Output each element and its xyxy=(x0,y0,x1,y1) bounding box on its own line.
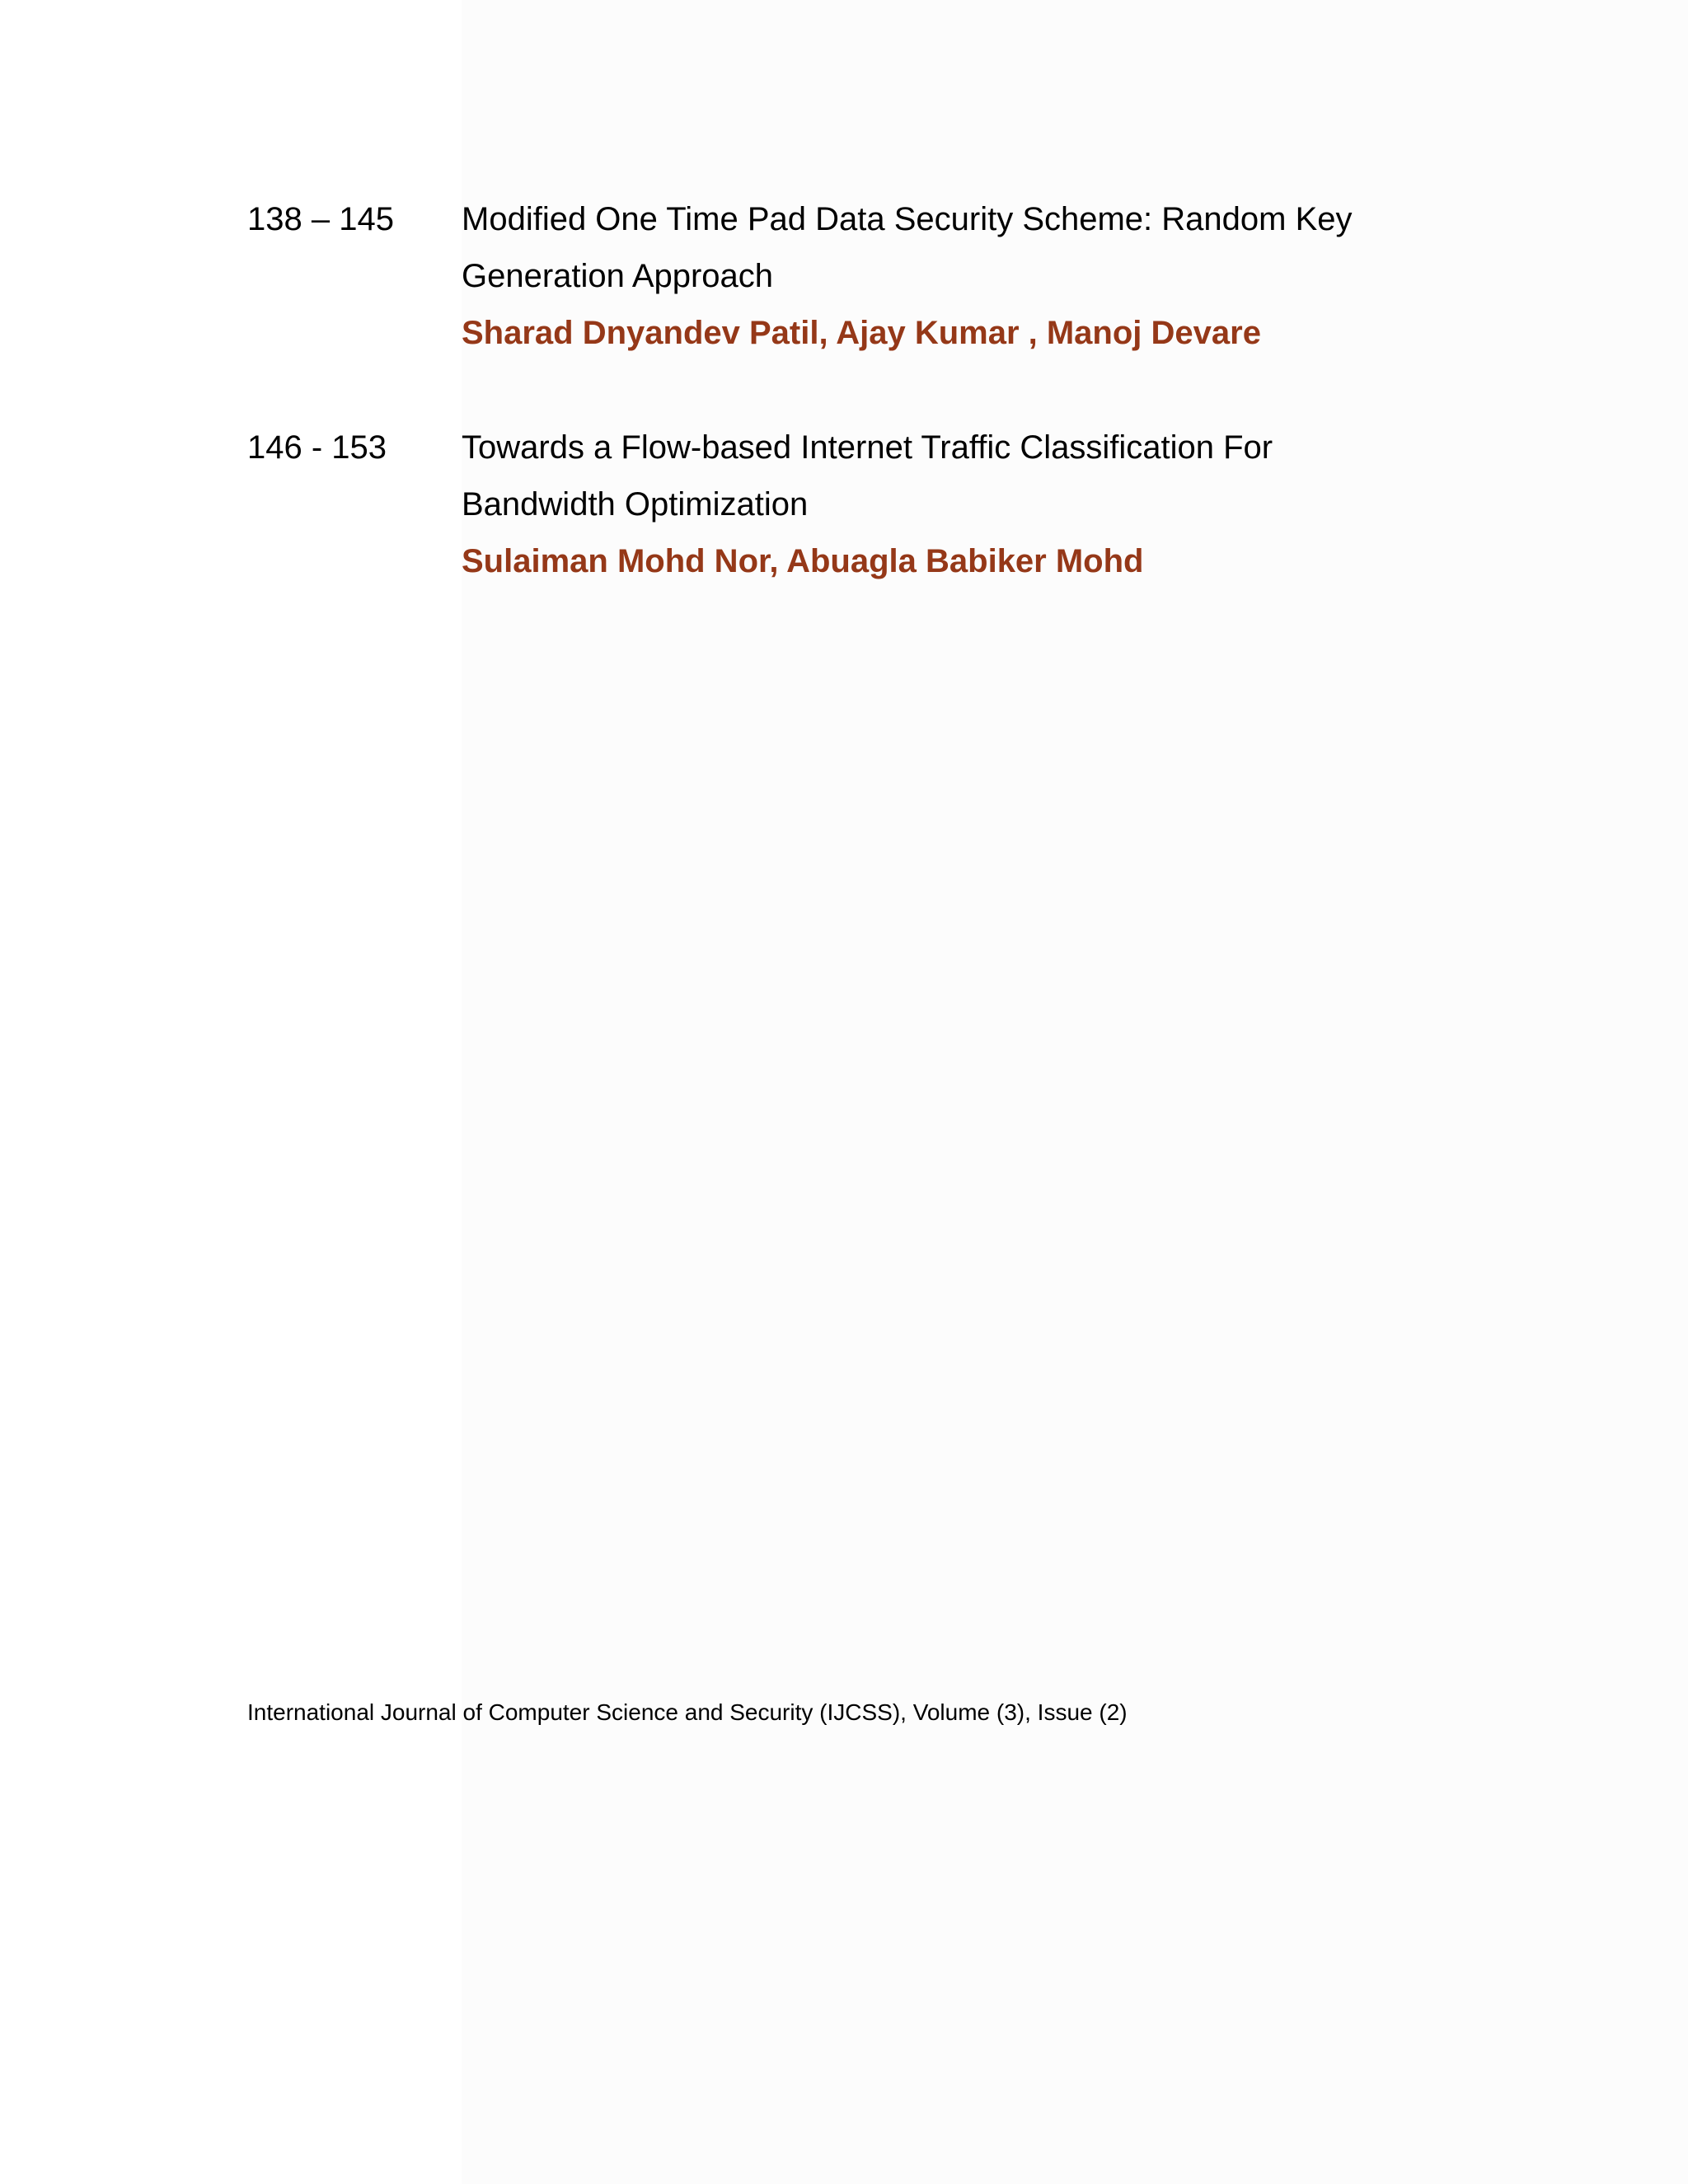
article-title-line: Generation Approach xyxy=(462,258,774,294)
page-range: 146 - 153 xyxy=(247,429,387,466)
entry-details xyxy=(462,419,1484,590)
article-authors: Sharad Dnyandev Patil, Ajay Kumar , Manoj Devare xyxy=(462,315,1261,351)
entry-details xyxy=(462,191,1484,362)
article-title-line: Modified One Time Pad Data Security Scheme: Random Key xyxy=(462,201,1353,237)
article-title-line: Towards a Flow-based Internet Traffic Classification For xyxy=(462,429,1273,466)
journal-footer: International Journal of Computer Science and Security (IJCSS), Volume (3), Issue (2) xyxy=(247,1699,1128,1725)
article-authors: Sulaiman Mohd Nor, Abuagla Babiker Mohd xyxy=(462,543,1144,579)
article-title-line: Bandwidth Optimization xyxy=(462,486,809,523)
page-range: 138 – 145 xyxy=(247,201,394,237)
